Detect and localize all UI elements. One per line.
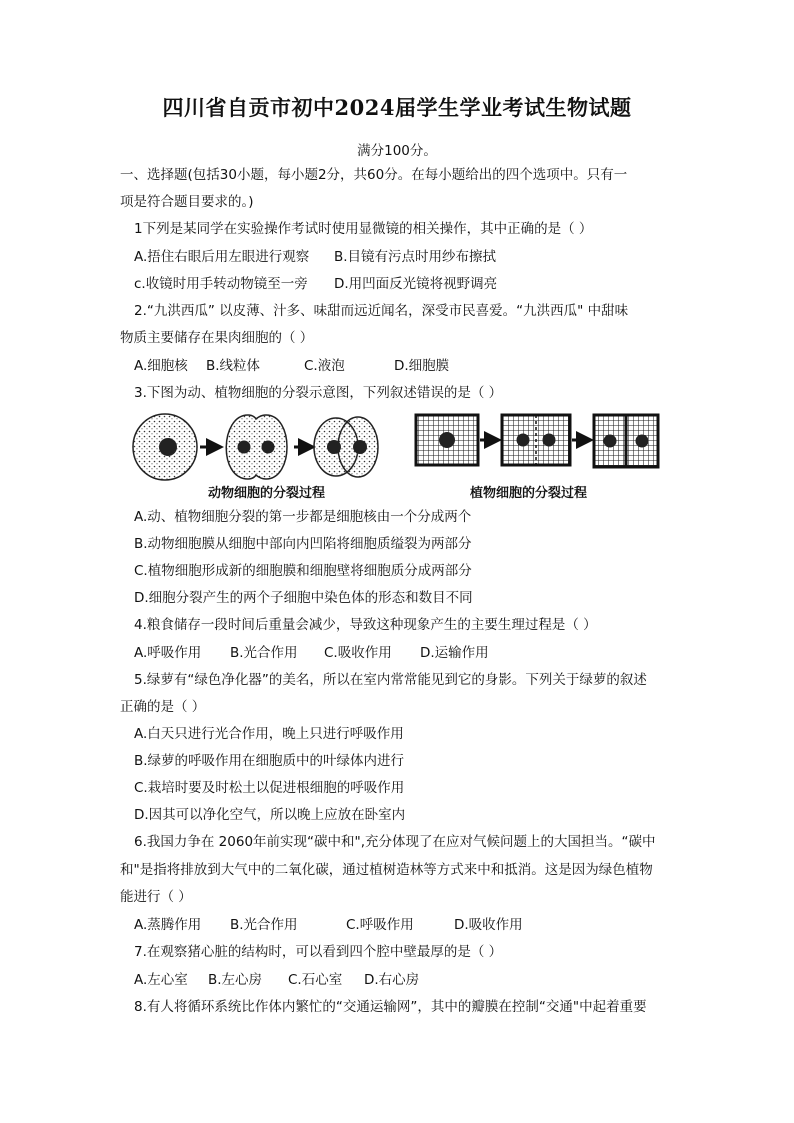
plant-cell-stage1 [416, 415, 478, 465]
score-note: 满分100分。 [357, 143, 437, 159]
q5-option-b: B.绿萝的呼吸作用在细胞质中的叶绿体内进行 [134, 753, 405, 769]
q1-stem: 1下列是某同学在实验操作考试时使用显微镜的相关操作，其中正确的是（ ） [134, 221, 593, 237]
q5-option-c: C.栽培时要及时松土以促进根细胞的呼吸作用 [134, 780, 405, 796]
cell-division-figure [128, 405, 668, 505]
q3-stem: 3.下图为动、植物细胞的分裂示意图，下列叙述错误的是（ ） [134, 385, 503, 401]
q6-stem-line1: 6.我国力争在 2060年前实现“碳中和",充分体现了在应对气候问题上的大国担当。“碳中 [134, 834, 656, 850]
q5-option-a: A.白天只进行光合作用，晚上只进行呼吸作用 [134, 726, 404, 742]
q2-stem-line2: 物质主要储存在果肉细胞的（ ） [120, 330, 314, 346]
section-heading-line2: 项是符合题目要求的。) [120, 194, 254, 210]
q1-option-a: A.捂住右眼后用左眼进行观察 [134, 249, 310, 265]
q3-option-d: D.细胞分裂产生的两个子细胞中染色体的形态和数目不同 [134, 590, 473, 606]
q4-stem: 4.粮食储存一段时间后重量会减少，导致这种现象产生的主要生理过程是（ ） [134, 617, 597, 633]
section-heading-line1: 一、选择题(包括30小题，每小题2分，共60分。在每小题给出的四个选项中。只有一 [120, 167, 628, 183]
q6-option-c: C.呼吸作用 [346, 917, 414, 933]
q5-stem-line1: 5.绿萝有“绿色净化器”的美名，所以在室内常常能见到它的身影。下列关于绿萝的叙述 [134, 672, 647, 688]
q4-option-b: B.光合作用 [230, 645, 298, 661]
q8-stem: 8.有人将循环系统比作体内繁忙的“交通运输网”，其中的瓣膜在控制“交通"中起着重要 [134, 999, 647, 1015]
q7-stem: 7.在观察猪心脏的结构时，可以看到四个腔中壁最厚的是（ ） [134, 944, 503, 960]
q6-option-b: B.光合作用 [230, 917, 298, 933]
q3-option-c: C.植物细胞形成新的细胞膜和细胞壁将细胞质分成两部分 [134, 563, 472, 579]
caption-plant: 植物细胞的分裂过程 [470, 486, 588, 501]
q1-option-b: B.目镜有污点时用纱布擦拭 [334, 249, 497, 265]
q6-stem-line2: 和"是指将排放到大气中的二氧化碳，通过植树造林等方式来中和抵消。这是因为绿色植物 [120, 862, 653, 878]
animal-cell-stage1 [133, 414, 197, 480]
q4-option-c: C.吸收作用 [324, 645, 392, 661]
q1-option-d: D.用凹面反光镜将视野调亮 [334, 276, 498, 292]
q7-option-a: A.左心室 [134, 972, 188, 988]
q2-option-d: D.细胞膜 [394, 358, 450, 374]
q1-option-c: c.收镜时用手转动物镜至一旁 [134, 276, 308, 292]
q2-option-c: C.液泡 [304, 358, 345, 374]
q7-option-c: C.石心室 [288, 972, 343, 988]
q6-option-a: A.蒸腾作用 [134, 917, 202, 933]
plant-cell-stage3 [594, 415, 658, 467]
page-title: 四川省自贡市初中2024届学生学业考试生物试题 [162, 95, 632, 120]
plant-cell-stage2 [502, 415, 570, 465]
q5-stem-line2: 正确的是（ ） [120, 699, 206, 715]
q5-option-d: D.因其可以净化空气，所以晚上应放在卧室内 [134, 807, 406, 823]
q7-option-d: D.右心房 [364, 972, 420, 988]
q7-option-b: B.左心房 [208, 972, 263, 988]
q3-option-b: B.动物细胞膜从细胞中部向内凹陷将细胞质缢裂为两部分 [134, 536, 472, 552]
q4-option-d: D.运输作用 [420, 645, 489, 661]
q4-option-a: A.呼吸作用 [134, 645, 202, 661]
q3-option-a: A.动、植物细胞分裂的第一步都是细胞核由一个分成两个 [134, 509, 472, 525]
q6-option-d: D.吸收作用 [454, 917, 523, 933]
q6-stem-line3: 能进行（ ） [120, 889, 192, 905]
q2-stem-line1: 2.“九洪西瓜” 以皮薄、汁多、味甜而远近闻名，深受市民喜爱。“九洪西瓜" 中甜味 [134, 303, 629, 319]
animal-cell-stage3 [314, 417, 378, 477]
animal-cell-stage2 [226, 415, 287, 479]
caption-animal: 动物细胞的分裂过程 [208, 486, 326, 501]
q2-option-a: A.细胞核 [134, 358, 188, 374]
q2-option-b: B.线粒体 [206, 358, 261, 374]
